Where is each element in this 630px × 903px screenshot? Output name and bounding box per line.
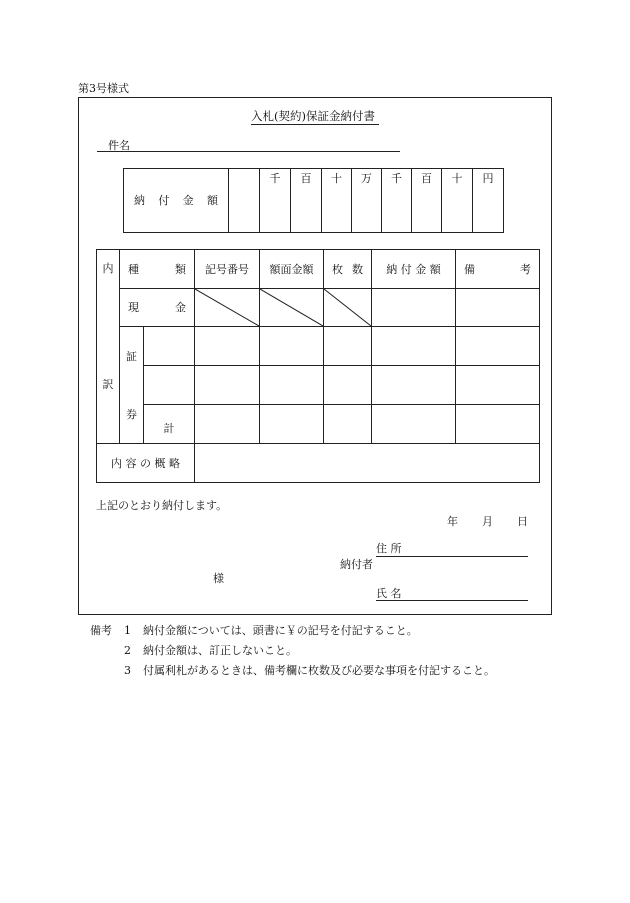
name-field[interactable] [376, 600, 528, 601]
amount-digit-sen-man[interactable]: 千 [260, 169, 291, 233]
header-face-value: 額面金額 [260, 250, 324, 289]
amount-digit-juu-man[interactable]: 十 [322, 169, 352, 233]
amount-digit-hyaku-man[interactable]: 百 [291, 169, 322, 233]
securities-code-cell-2[interactable] [195, 366, 260, 404]
securities-payment-cell-1[interactable] [372, 327, 456, 366]
note-2-number: 2 [124, 644, 131, 657]
summary-field[interactable] [195, 444, 540, 483]
date-month: 月 [482, 515, 493, 528]
amount-digit-hyaku[interactable]: 百 [412, 169, 442, 233]
securities-kind-cell-2[interactable] [144, 366, 195, 404]
summary-label: 内 容 の 概 略 [97, 444, 195, 483]
cash-payment-amount-cell[interactable] [372, 289, 456, 327]
securities-count-cell-2[interactable] [324, 366, 372, 404]
securities-total-face-value-cell[interactable] [260, 404, 324, 443]
payer-label: 納付者 [340, 558, 373, 571]
statement-text: 上記のとおり納付します。 [96, 499, 228, 512]
securities-remarks-cell-1[interactable] [456, 327, 540, 366]
securities-total-payment-cell[interactable] [372, 404, 456, 443]
note-3-number: 3 [124, 664, 131, 677]
detail-table [96, 249, 540, 483]
row-cash-label: 現 金 [120, 289, 195, 327]
header-code: 記号番号 [195, 250, 260, 289]
note-2-text: 納付金額は、訂正しないこと。 [143, 644, 297, 657]
note-1-text: 納付金額については、頭書に￥の記号を付記すること。 [143, 624, 418, 637]
cash-code-crossed [195, 289, 260, 327]
date-day: 日 [517, 515, 528, 528]
date-year: 年 [447, 515, 458, 528]
amount-digit-sen[interactable]: 千 [382, 169, 412, 233]
form-number: 第3号様式 [78, 82, 129, 95]
notes-heading: 備考 [90, 624, 112, 637]
cash-remarks-cell[interactable] [456, 289, 540, 327]
header-payment-amount: 納 付 金 額 [372, 250, 456, 289]
amount-digit-blank[interactable] [229, 169, 260, 233]
securities-total-remarks-cell[interactable] [456, 404, 540, 443]
amount-label: 納 付 金 額 [124, 169, 229, 233]
cash-count-crossed [324, 289, 372, 327]
address-label: 住 所 [376, 542, 402, 555]
title-underline [251, 124, 379, 125]
breakdown-side-label: 内 訳 [97, 250, 120, 444]
securities-face-value-cell-1[interactable] [260, 327, 324, 366]
cash-face-value-crossed [260, 289, 324, 327]
securities-label: 証 券 [120, 327, 144, 444]
header-count: 枚 数 [324, 250, 372, 289]
form-title-text: 入札(契約)保証金納付書 [251, 109, 375, 123]
securities-remarks-cell-2[interactable] [456, 366, 540, 404]
securities-total-label: 計 [144, 404, 195, 443]
address-field[interactable] [376, 556, 528, 557]
amount-digit-en[interactable]: 円 [473, 169, 504, 233]
amount-box [123, 168, 504, 233]
header-remarks: 備 考 [456, 250, 540, 289]
subject-field[interactable] [97, 151, 400, 152]
securities-total-count-cell[interactable] [324, 404, 372, 443]
note-3-text: 付属利札があるときは、備考欄に枚数及び必要な事項を付記すること。 [143, 664, 495, 677]
securities-code-cell-1[interactable] [195, 327, 260, 366]
securities-total-code-cell[interactable] [195, 404, 260, 443]
securities-count-cell-1[interactable] [324, 327, 372, 366]
form-title [251, 110, 375, 123]
note-1-number: 1 [124, 624, 131, 637]
securities-face-value-cell-2[interactable] [260, 366, 324, 404]
amount-digit-juu[interactable]: 十 [442, 169, 473, 233]
header-kind: 種 類 [120, 250, 195, 289]
name-label: 氏 名 [376, 587, 402, 600]
subject-label: 件名 [108, 139, 130, 152]
amount-digit-man[interactable]: 万 [352, 169, 382, 233]
securities-payment-cell-2[interactable] [372, 366, 456, 404]
securities-kind-cell-1[interactable] [144, 327, 195, 366]
honorific-label: 様 [213, 572, 224, 585]
